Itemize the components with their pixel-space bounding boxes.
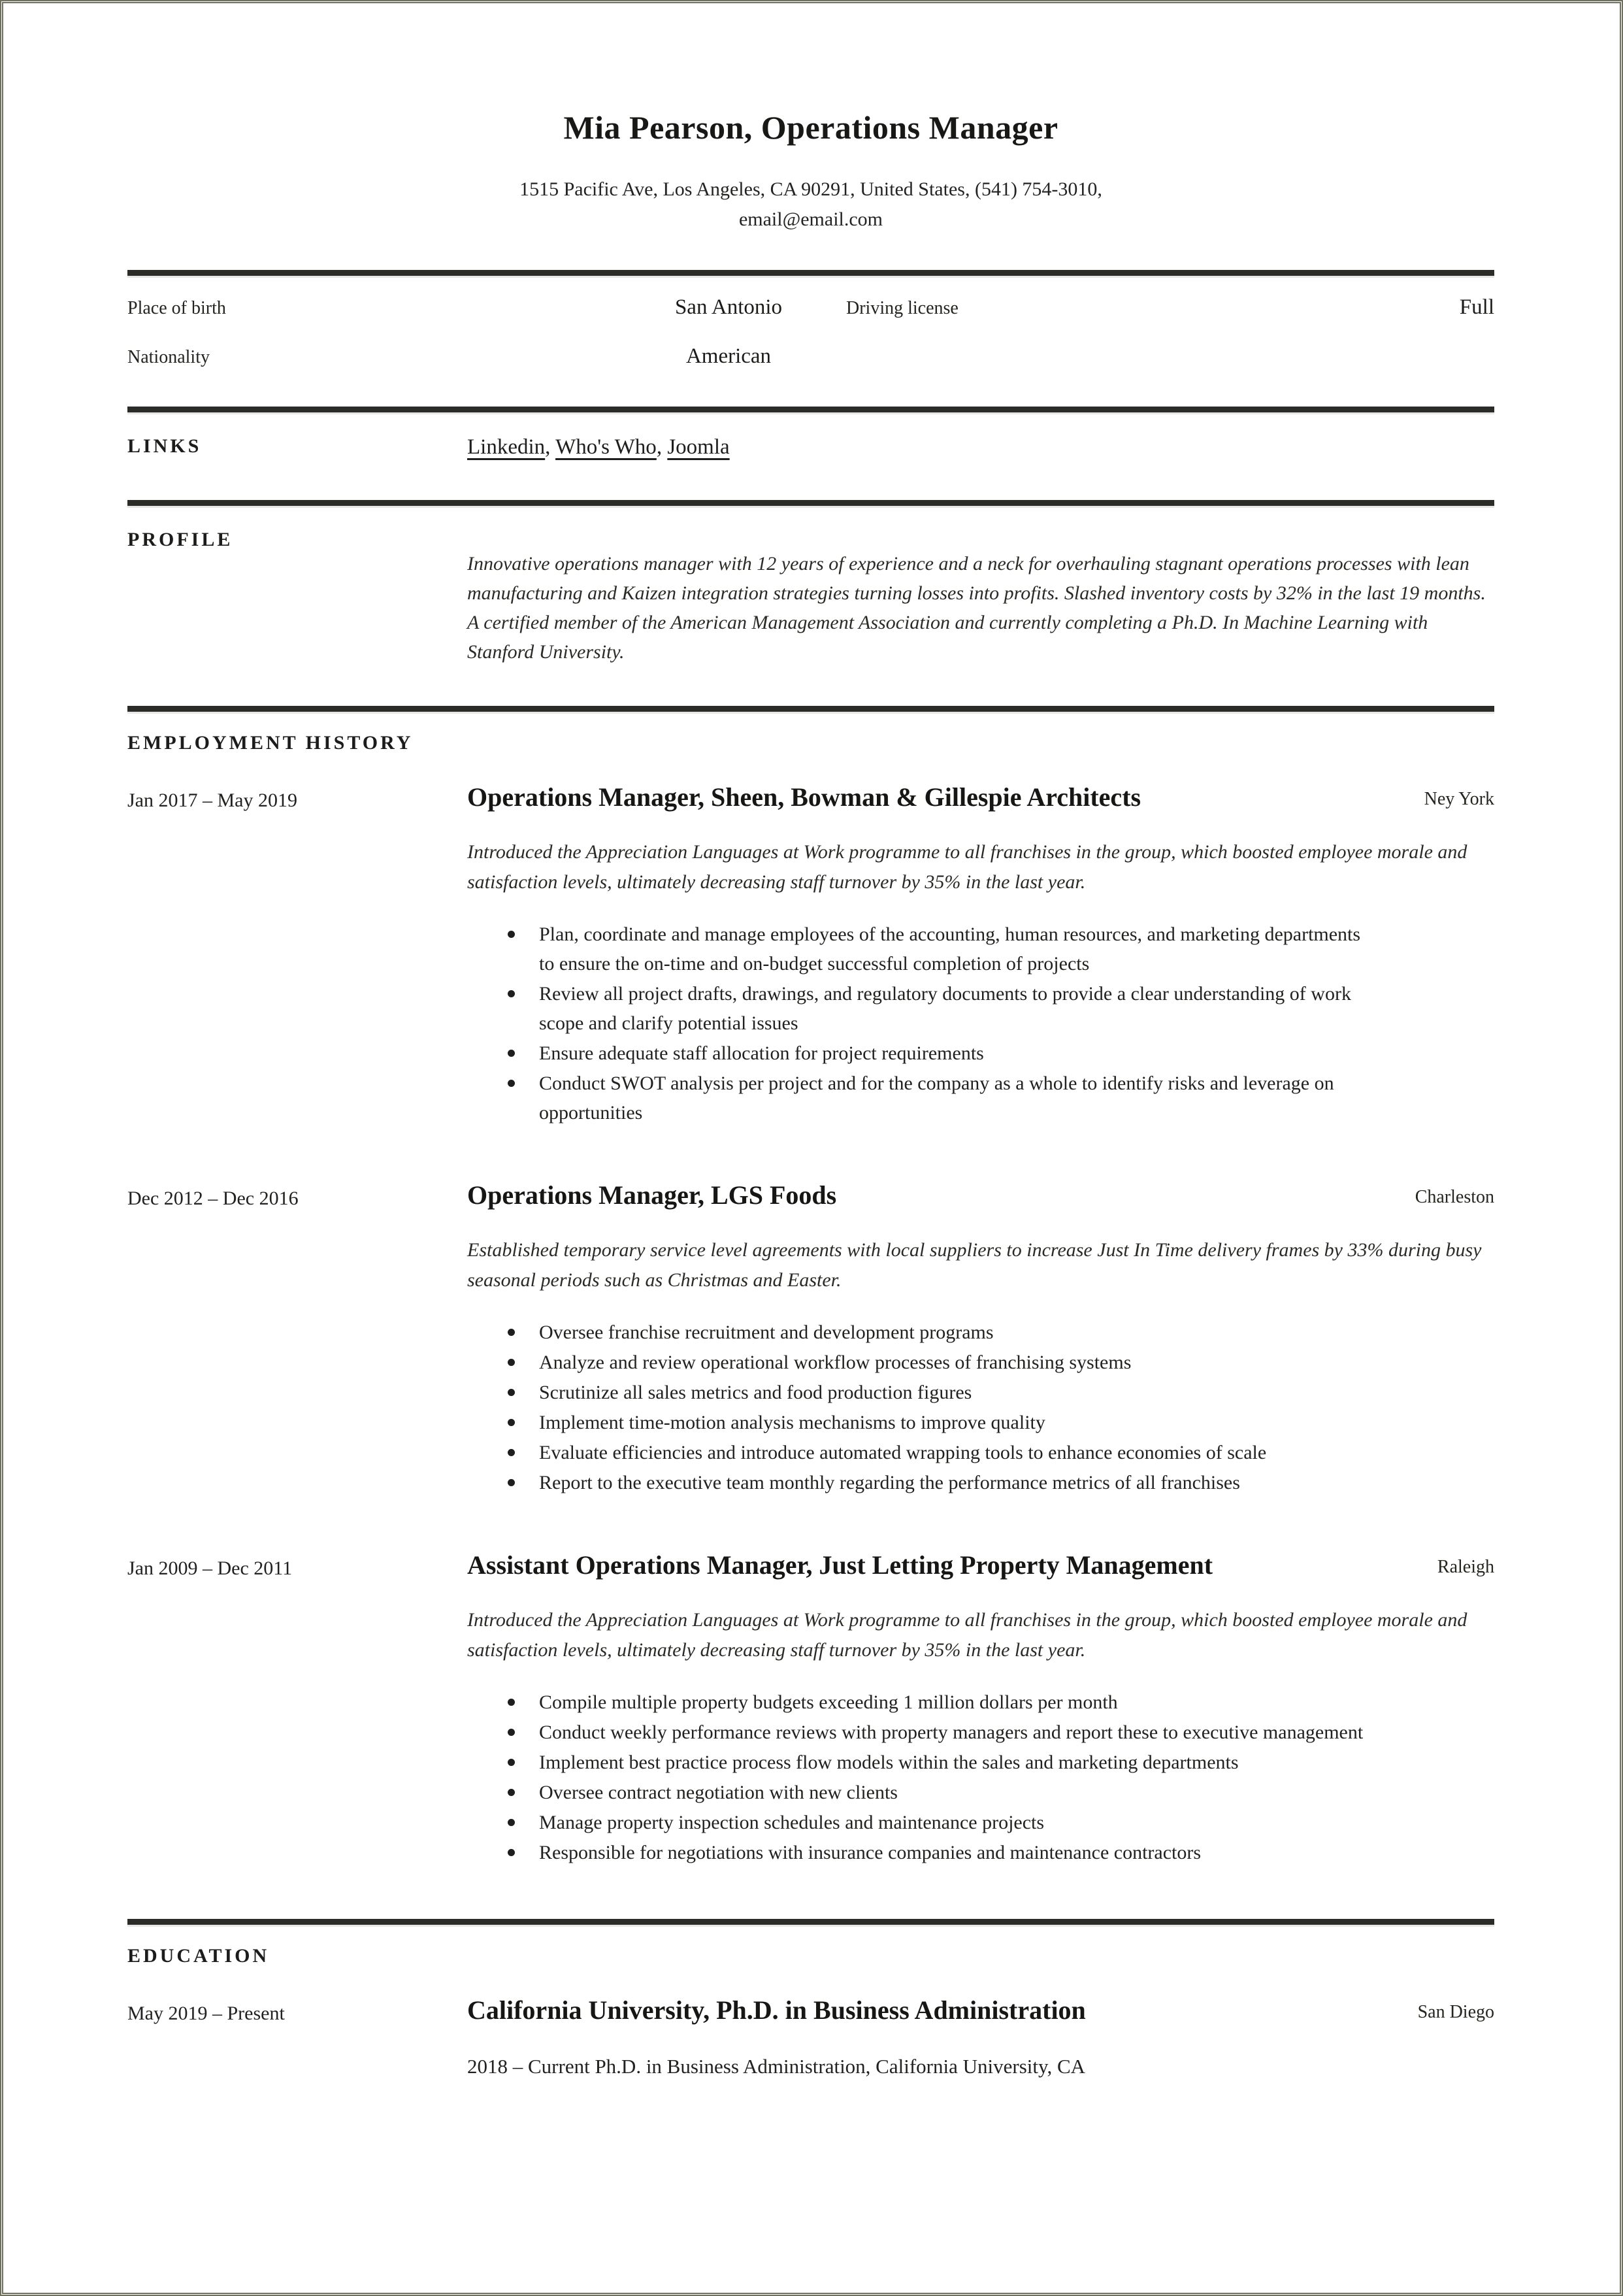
place-of-birth-value: San Antonio [674,295,783,319]
education-entry-header [467,1994,1494,2027]
place-of-birth-label: Place of birth [127,298,226,318]
contact-line-1: 1515 Pacific Ave, Los Angeles, CA 90291, United States, (541) 754-3010, [519,178,1102,200]
section-divider [127,1919,1494,1925]
education-heading: EDUCATION [127,1945,270,1967]
education-detail: 2018 – Current Ph.D. in Business Administration, California University, CA [467,2055,1086,2078]
personal-details-section [127,276,1494,407]
job-dates: Jan 2009 – Dec 2011 [127,1557,293,1579]
job-dates: Jan 2017 – May 2019 [127,790,297,811]
header [127,3,1494,235]
job-dates: Dec 2012 – Dec 2016 [127,1188,299,1209]
section-divider [127,706,1494,712]
education-section [127,1925,1494,2080]
job-entry-header [467,1179,1494,1212]
page-title: Mia Pearson, Operations Manager [563,109,1058,146]
job-location: Raleigh [1437,1557,1494,1577]
driving-license-label: Driving license [846,298,959,318]
education-location: San Diego [1417,2002,1494,2022]
job-entry [127,1549,1494,1868]
job-entry [127,1179,1494,1498]
link-joomla[interactable]: Joomla [667,435,730,459]
job-bullets [467,1318,1369,1497]
job-location: Charleston [1415,1187,1494,1207]
job-title: Operations Manager, LGS Foods [467,1180,837,1210]
job-body [467,1179,1494,1498]
education-dates: May 2019 – Present [127,2003,285,2024]
job-bullets [467,920,1369,1127]
job-bullet: Ensure adequate staff allocation for project requirements [467,1039,1369,1068]
job-bullet: Implement best practice process flow models within the sales and marketing departments [467,1748,1369,1777]
contact-block [127,175,1494,235]
job-summary: Established temporary service level agreements with local suppliers to increase Just In Time delivery frames by 33% during busy seasonal periods such as Christmas and Easter. [467,1239,1482,1291]
job-bullet: Implement time-motion analysis mechanisms to improve quality [467,1408,1369,1437]
profile-text: Innovative operations manager with 12 years of experience and a neck for overhauling stagnant operations processes with lean manufacturing and Kaizen integration strategies turning losses into profits. Slashed inventory costs by 32% in the last 19 months. A certified member of the American Management Association and currently completing a Ph.D. In Machine Learning with Stanford University. [467,553,1486,663]
driving-license-value: Full [1459,295,1494,319]
section-divider [127,270,1494,276]
job-bullets [467,1688,1369,1867]
section-divider [127,407,1494,412]
education-body [467,1994,1494,2080]
job-bullet: Scrutinize all sales metrics and food production figures [467,1378,1369,1407]
job-title: Assistant Operations Manager, Just Letting Property Management [467,1550,1213,1580]
job-bullet: Oversee franchise recruitment and development programs [467,1318,1369,1347]
nationality-label: Nationality [127,347,210,367]
job-bullet: Compile multiple property budgets exceeding 1 million dollars per month [467,1688,1369,1717]
link-linkedin[interactable]: Linkedin [467,435,546,459]
job-entry-header [467,781,1494,814]
job-body [467,781,1494,1128]
details-row [127,344,1494,369]
nationality-value: American [685,344,772,368]
links-section [127,412,1494,500]
job-bullet: Conduct weekly performance reviews with property managers and report these to executive management [467,1718,1369,1747]
link-separator: , [656,435,668,459]
job-location: Ney York [1424,789,1494,809]
profile-heading: PROFILE [127,529,233,550]
job-entry-header [467,1549,1494,1582]
resume-content [3,3,1620,2080]
job-bullet: Oversee contract negotiation with new clients [467,1778,1369,1807]
education-entry [127,1994,1494,2080]
link-separator: , [545,435,556,459]
job-bullet: Plan, coordinate and manage employees of the accounting, human resources, and marketing departments to ensure the on-time and on-budget successful completion of projects [467,920,1369,978]
section-divider [127,500,1494,506]
contact-line-2: email@email.com [738,208,883,230]
job-bullet: Manage property inspection schedules and maintenance projects [467,1808,1369,1837]
employment-heading: EMPLOYMENT HISTORY [127,732,414,754]
details-row [127,295,1494,320]
job-summary: Introduced the Appreciation Languages at Work programme to all franchises in the group, which boosted employee morale and satisfaction levels, ultimately decreasing staff turnover by 35% in the last year. [467,1609,1467,1661]
job-summary: Introduced the Appreciation Languages at Work programme to all franchises in the group, which boosted employee morale and satisfaction levels, ultimately decreasing staff turnover by 35% in the last year. [467,841,1467,893]
links-list [467,433,1494,461]
education-title: California University, Ph.D. in Business Administration [467,1995,1086,2025]
job-list [127,781,1494,1868]
job-bullet: Conduct SWOT analysis per project and for the company as a whole to identify risks and leverage on opportunities [467,1069,1369,1127]
links-heading: LINKS [127,435,202,457]
job-body [467,1549,1494,1868]
job-bullet: Responsible for negotiations with insurance companies and maintenance contractors [467,1838,1369,1867]
job-bullet: Review all project drafts, drawings, and regulatory documents to provide a clear understanding of work scope and clarify potential issues [467,979,1369,1038]
job-bullet: Analyze and review operational workflow processes of franchising systems [467,1348,1369,1377]
profile-section [127,506,1494,706]
job-bullet: Report to the executive team monthly regarding the performance metrics of all franchises [467,1468,1369,1497]
link-who-s-who[interactable]: Who's Who [555,435,657,459]
employment-history-section [127,712,1494,1868]
job-bullet: Evaluate efficiencies and introduce automated wrapping tools to enhance economies of scale [467,1438,1369,1467]
job-entry [127,781,1494,1128]
job-title: Operations Manager, Sheen, Bowman & Gillespie Architects [467,782,1141,812]
